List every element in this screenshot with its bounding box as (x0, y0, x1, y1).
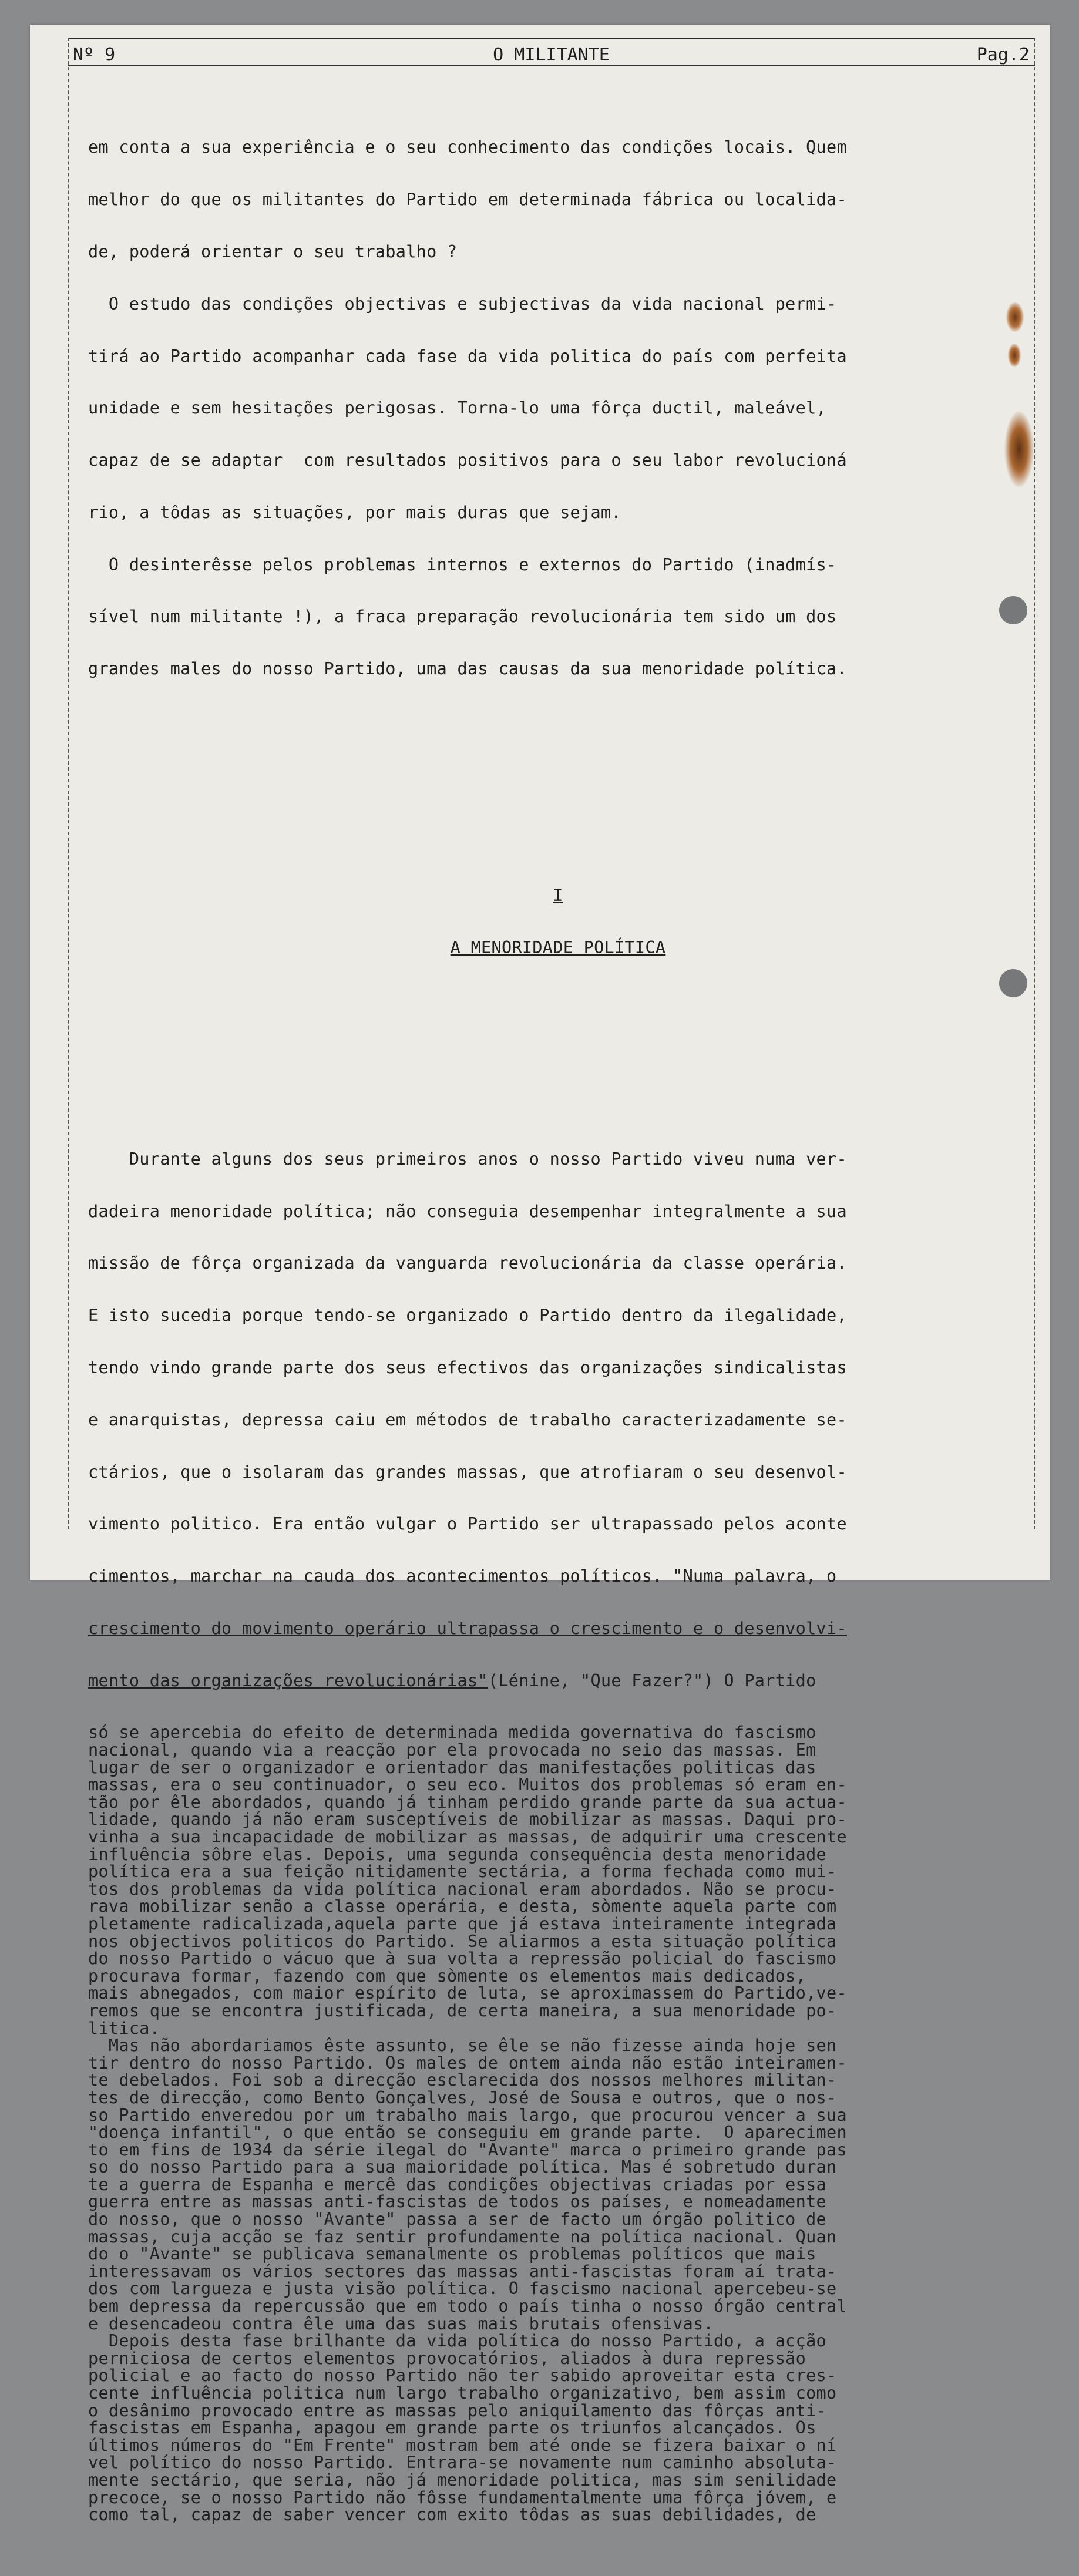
text-line: do o "Avante" se publicava semanalmente os problemas políticos que mais (88, 2244, 816, 2264)
text-line: vimento politico. Era então vulgar o Partido ser ultrapassado pelos aconte (88, 1514, 847, 1534)
text-line: grandes males do nosso Partido, uma das causas da sua menoridade política. (88, 659, 847, 679)
quote-citation: (Lénine, "Que Fazer?") O Partido (488, 1670, 816, 1690)
text-line: tes de direcção, como Bento Gonçalves, José de Sousa e outros, que o nos- (88, 2087, 837, 2107)
text-line: do nosso, que o nosso "Avante" passa a ser de facto um órgão politico de (88, 2210, 827, 2229)
text-line: guerra entre as massas anti-fascistas de todos os países, e nomeadamente (88, 2192, 827, 2212)
text-line: rava mobilizar senão a classe operária, e desta, sòmente aquela parte com (88, 1896, 837, 1916)
text-line (88, 1672, 993, 1690)
text-line: so do nosso Partido para a sua maioridade política. Mas é sobretudo duran (88, 2157, 837, 2177)
frame-right-rule (1034, 38, 1035, 1529)
text-line: nacional, quando via a reacção por ela provocada no seio das massas. Em (88, 1740, 816, 1760)
text-line: missão de fôrça organizada da vanguarda revolucionária da classe operária. (88, 1253, 847, 1273)
text-line: to em fins de 1934 da série ilegal do "Avante" marca o primeiro grande pas (88, 2140, 847, 2160)
text-line: bem depressa da repercussão que em todo o país tinha o nosso órgão central (88, 2296, 847, 2316)
lenin-quote-end: mento das organizações revolucionárias" (88, 1670, 488, 1690)
text-line: como tal, capaz de saber vencer com exito tôdas as suas debilidades, de (88, 2505, 816, 2525)
text-line: precoce, se o nosso Partido não fôsse fundamentalmente uma fôrça jóvem, e (88, 2487, 837, 2507)
text-line: cente influência politica num largo trabalho organizativo, bem assim como (88, 2383, 837, 2403)
frame-top-rule (68, 38, 1035, 39)
text-line: massas, cuja acção se faz sentir profundamente na política nacional. Quan (88, 2227, 837, 2247)
text-line: dadeira menoridade política; não conseguia desempenhar integralmente a sua (88, 1201, 847, 1221)
text-line: perniciosa de certos elementos provocatórios, aliados à dura repressão (88, 2348, 806, 2368)
text-line: mais abnegados, com maior espírito de luta, se aproximassem do Partido,ve- (88, 1983, 847, 2003)
text-line: E isto sucedia porque tendo-se organizado o Partido dentro da ilegalidade, (88, 1306, 847, 1326)
text-line: só se apercebia do efeito de determinada medida governativa do fascismo (88, 1723, 816, 1743)
text-line: rio, a tôdas as situações, por mais duras que sejam. (88, 502, 621, 522)
spacer (88, 765, 993, 800)
text-line: Mas não abordariamos êste assunto, se êle se não fizesse ainda hoje sen (88, 2036, 837, 2056)
text-line: massas, era o seu continuador, o seu eco. Muitos dos problemas só eram en- (88, 1775, 847, 1795)
continued-text (88, 1724, 993, 2523)
text-line: O estudo das condições objectivas e subjectivas da vida nacional permi- (88, 294, 837, 314)
section-title: A MENORIDADE POLÍTICA (450, 937, 666, 957)
text-line: procurava formar, fazendo com que sòmente os elementos mais dedicados, (88, 1966, 806, 1986)
text-line: tos dos problemas da vida política nacional eram abordados. Não se procu- (88, 1879, 837, 1899)
text-line: em conta a sua experiência e o seu conhecimento das condições locais. Quem (88, 137, 847, 157)
text-line: mente sectário, que seria, não já menoridade politica, mas sim senilidade (88, 2470, 837, 2490)
text-line: capaz de se adaptar com resultados positivos para o seu labor revolucioná (88, 450, 847, 470)
text-line: so Partido enveredou por um trabalho mais largo, que procurou vencer a sua (88, 2105, 847, 2125)
text-line: e anarquistas, depressa caiu em métodos de trabalho caracterizadamente se- (88, 1410, 847, 1430)
section-body (88, 1116, 993, 2558)
frame-left-rule (68, 38, 69, 1529)
rust-stain (1008, 344, 1021, 367)
text-line: sível num militante !), a fraca preparação revolucionária tem sido um dos (88, 607, 837, 627)
spacer (88, 1044, 993, 1064)
text-line: fascistas em Espanha, apagou em grande parte os triunfos alcançados. Os (88, 2418, 816, 2438)
publication-title: O MILITANTE (493, 45, 610, 65)
page-number: Pag.2 (976, 45, 1030, 65)
text-line: melhor do que os militantes do Partido em determinada fábrica ou localida- (88, 190, 847, 210)
text-line: nos objectivos politicos do Partido. Se aliarmos a esta situação política (88, 1931, 837, 1951)
text-line: Depois desta fase brilhante da vida política do nosso Partido, a acção (88, 2331, 827, 2351)
text-line: tão por êle abordados, quando já tinham perdido grande parte da sua actua- (88, 1792, 847, 1812)
rust-stain (1004, 411, 1034, 487)
text-line: e desencadeou contra êle uma das suas mais brutais ofensivas. (88, 2313, 714, 2333)
text-line: o desânimo provocado entre as massas pelo aniquilamento das fôrças anti- (88, 2400, 827, 2420)
text-line: de, poderá orientar o seu trabalho ? (88, 241, 458, 261)
text-line: vel político do nosso Partido. Entrara-se novamente num caminho absoluta- (88, 2453, 837, 2473)
text-line: últimos números do "Em Frente" mostram bem até onde se fizera baixar o ní (88, 2435, 837, 2455)
text-line: tendo vindo grande parte dos seus efectivos das organizações sindicalistas (88, 1357, 847, 1377)
section-heading (88, 852, 993, 992)
text-line: tirá ao Partido acompanhar cada fase da vida politica do país com perfeita (88, 346, 847, 366)
page-header (70, 45, 1032, 65)
issue-number: Nº 9 (73, 45, 116, 65)
rust-stain (1006, 302, 1024, 332)
text-line: interessavam os vários sectores das massas anti-fascistas foram aí trata- (88, 2261, 837, 2281)
text-line: lidade, quando já não eram susceptíveis de mobilizar as massas. Daqui pro- (88, 1810, 847, 1830)
intro-block (88, 104, 993, 712)
text-line: vinha a sua incapacidade de mobilizar as massas, de adquirir uma crescente (88, 1827, 847, 1847)
text-line: pletamente radicalizada,aquela parte que já estava inteiramente integrada (88, 1913, 837, 1933)
text-line: dos com largueza e justa visão política. O fascismo nacional apercebeu-se (88, 2279, 837, 2299)
text-line: litica. (88, 2018, 160, 2038)
text-line: política era a sua feição nitidamente sectária, a forma fechada como mui- (88, 1862, 837, 1882)
text-line: te debelados. Foi sob a direcção esclarecida dos nossos melhores militan- (88, 2070, 837, 2090)
text-line: te a guerra de Espanha e mercê das condições objectivas criadas por essa (88, 2174, 827, 2194)
punch-hole (999, 596, 1027, 624)
text-line: do nosso Partido o vácuo que à sua volta a repressão policial do fascismo (88, 1949, 837, 1969)
text-line: policial e ao facto do nosso Partido não ter sabido aproveitar esta cres- (88, 2366, 837, 2386)
body-text (88, 69, 993, 2576)
text-line: O desinterêsse pelos problemas internos e externos do Partido (inadmís- (88, 554, 837, 574)
text-line: Durante alguns dos seus primeiros anos o nosso Partido viveu numa ver- (88, 1149, 847, 1169)
text-line: unidade e sem hesitações perigosas. Torna-lo uma fôrça ductil, maleável, (88, 398, 827, 418)
text-line: cimentos, marchar na cauda dos acontecimentos políticos. "Numa palavra, o (88, 1566, 837, 1586)
punch-hole (999, 969, 1027, 997)
text-line: tir dentro do nosso Partido. Os males de ontem ainda não estão inteiramen- (88, 2053, 847, 2073)
text-line: remos que se encontra justificada, de certa maneira, a sua menoridade po- (88, 2000, 837, 2020)
text-line: influência sôbre elas. Depois, uma segunda consequência desta menoridade (88, 1844, 827, 1864)
text-line: ctários, que o isolaram das grandes massas, que atrofiaram o seu desenvol- (88, 1462, 847, 1482)
section-numeral: I (553, 885, 563, 905)
text-line: lugar de ser o organizador e orientador das manifestações politicas das (88, 1757, 816, 1777)
lenin-quote-line: crescimento do movimento operário ultrapassa o crescimento e o desenvolvi- (88, 1618, 847, 1638)
text-line: "doença infantil", o que então se conseguiu em grande parte. O aparecimen (88, 2123, 847, 2143)
